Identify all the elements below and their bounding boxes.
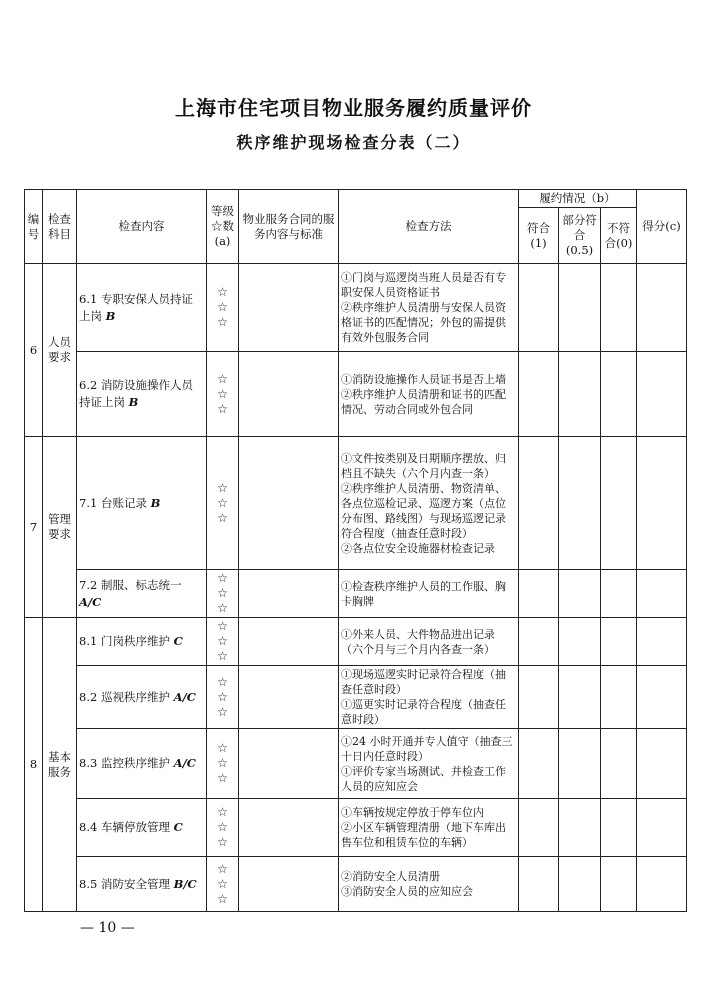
item-content-text: 8.4 车辆停放管理 [79, 820, 174, 834]
table-row [25, 666, 687, 729]
item-stars [207, 857, 239, 912]
item-contract-standard [239, 666, 339, 729]
comply-cell [519, 857, 559, 912]
item-stars [207, 618, 239, 666]
item-content [77, 618, 207, 666]
star-icon: ☆ [217, 820, 228, 834]
header-grade: 等级☆数(a) [207, 190, 239, 264]
star-icon: ☆ [217, 480, 228, 495]
item-grade: A/C [173, 689, 196, 704]
item-contract-standard [239, 857, 339, 912]
item-method [339, 264, 519, 352]
noncomply-cell [601, 264, 637, 352]
score-cell [637, 618, 687, 666]
noncomply-cell [601, 666, 637, 729]
item-stars [207, 264, 239, 352]
star-icon: ☆ [217, 586, 228, 600]
table-row [25, 857, 687, 912]
header-category: 检查科目 [43, 190, 77, 264]
header-contract: 物业服务合同的服务内容与标准 [239, 190, 339, 264]
group-no: 8 [25, 618, 43, 912]
noncomply-cell [601, 352, 637, 437]
item-content [77, 666, 207, 729]
noncomply-cell [601, 570, 637, 618]
method-line: ②各点位安全设施器材检查记录 [341, 541, 495, 555]
comply-cell [519, 352, 559, 437]
star-icon: ☆ [217, 571, 228, 585]
group-category: 人员要求 [43, 264, 77, 437]
item-contract-standard [239, 264, 339, 352]
star-icon: ☆ [217, 674, 228, 689]
item-grade: B [150, 495, 161, 510]
inspection-table [24, 189, 687, 912]
noncomply-cell [601, 437, 637, 570]
item-contract-standard [239, 618, 339, 666]
method-line: ①车辆按规定停放于停车位内 [341, 806, 484, 819]
item-grade: B/C [173, 876, 197, 891]
item-method [339, 729, 519, 799]
partial-cell [559, 264, 601, 352]
item-grade: C [173, 820, 183, 834]
star-icon: ☆ [217, 495, 228, 510]
item-content [77, 570, 207, 618]
item-method [339, 352, 519, 437]
item-content-text: 8.3 监控秩序维护 [79, 756, 174, 770]
item-grade: A/C [79, 594, 102, 609]
page-number: — 10 — [80, 920, 135, 936]
item-grade: B [105, 308, 116, 323]
item-content-text: 8.5 消防安全管理 [79, 876, 174, 891]
noncomply-cell [601, 799, 637, 857]
partial-cell [559, 618, 601, 666]
table-row [25, 352, 687, 437]
star-icon: ☆ [217, 876, 228, 891]
group-no: 7 [25, 437, 43, 618]
score-cell [637, 437, 687, 570]
item-content [77, 352, 207, 437]
score-cell [637, 666, 687, 729]
star-icon: ☆ [217, 891, 228, 906]
star-icon: ☆ [217, 285, 228, 299]
item-content-text: 7.2 制服、标志统一 [79, 577, 182, 592]
page-subtitle: 秩序维护现场检查分表（二） [236, 133, 471, 152]
partial-cell [559, 352, 601, 437]
score-cell [637, 264, 687, 352]
method-line: ①外来人员、大件物品进出记录（六个月与三个月内各查一条） [341, 627, 495, 656]
comply-cell [519, 729, 559, 799]
star-icon: ☆ [217, 401, 228, 416]
method-line: ②秩序维护人员清册和证书的匹配情况、劳动合同或外包合同 [341, 387, 506, 416]
item-content-text: 6.1 专职安保人员持证上岗 [79, 291, 193, 323]
noncomply-cell [601, 857, 637, 912]
item-grade: C [173, 634, 183, 648]
star-icon: ☆ [217, 371, 228, 386]
comply-cell [519, 437, 559, 570]
star-icon: ☆ [217, 704, 228, 719]
table-body [25, 264, 687, 912]
table-row [25, 264, 687, 352]
star-icon: ☆ [217, 386, 228, 401]
item-method [339, 437, 519, 570]
star-icon: ☆ [217, 510, 228, 525]
star-icon: ☆ [217, 601, 228, 615]
method-line: ①评价专家当场测试、并检查工作人员的应知应会 [341, 764, 506, 793]
header-content: 检查内容 [77, 190, 207, 264]
method-line: ①文件按类别及日期顺序摆放、归档且不缺失（六个月内查一条） [341, 451, 506, 480]
method-line: ②小区车辆管理清册（地下车库出售车位和租赁车位的车辆） [341, 821, 506, 849]
table-row [25, 729, 687, 799]
header-noncomply: 不符合(0) [601, 208, 637, 264]
method-line: ①门岗与巡逻岗当班人员是否有专职安保人员资格证书 [341, 271, 506, 299]
method-line: ①检查秩序维护人员的工作服、胸卡胸牌 [341, 579, 506, 608]
table-row [25, 799, 687, 857]
item-contract-standard [239, 799, 339, 857]
score-cell [637, 570, 687, 618]
item-content [77, 799, 207, 857]
comply-cell [519, 570, 559, 618]
noncomply-cell [601, 618, 637, 666]
noncomply-cell [601, 729, 637, 799]
method-line: ②秩序维护人员清册、物资清单、各点位巡检记录、巡逻方案（点位分布图、路线图）与现场巡逻记录符合程度（抽查任意时段） [341, 481, 506, 540]
table-header [25, 190, 687, 264]
item-stars [207, 437, 239, 570]
group-no: 6 [25, 264, 43, 437]
item-method [339, 857, 519, 912]
score-cell [637, 799, 687, 857]
method-line: ①巡更实时记录符合程度（抽查任意时段） [341, 698, 506, 726]
item-content [77, 857, 207, 912]
method-line: ①现场巡逻实时记录符合程度（抽查任意时段） [341, 668, 506, 696]
star-icon: ☆ [217, 835, 228, 849]
star-icon: ☆ [217, 619, 228, 633]
comply-cell [519, 618, 559, 666]
partial-cell [559, 857, 601, 912]
header-method: 检查方法 [339, 190, 519, 264]
item-contract-standard [239, 729, 339, 799]
group-category: 基本服务 [43, 618, 77, 912]
comply-cell [519, 264, 559, 352]
header-performance: 履约情况（b） [519, 190, 637, 208]
method-line: ②秩序维护人员清册与安保人员资格证书的匹配情况；外包的需提供有效外包服务合同 [341, 301, 506, 344]
item-contract-standard [239, 570, 339, 618]
star-icon: ☆ [217, 805, 228, 819]
item-contract-standard [239, 352, 339, 437]
item-content [77, 437, 207, 570]
item-grade: B [128, 395, 139, 409]
star-icon: ☆ [217, 634, 228, 648]
item-stars [207, 799, 239, 857]
header-no: 编号 [25, 190, 43, 264]
score-cell [637, 352, 687, 437]
partial-cell [559, 666, 601, 729]
item-method [339, 666, 519, 729]
table-row [25, 570, 687, 618]
item-stars [207, 352, 239, 437]
method-line: ①24 小时开通并专人值守（抽查三十日内任意时段） [341, 734, 513, 763]
header-score: 得分(c) [637, 190, 687, 264]
page-title: 上海市住宅项目物业服务履约质量评价 [175, 96, 532, 120]
partial-cell [559, 799, 601, 857]
item-stars [207, 666, 239, 729]
star-icon: ☆ [217, 689, 228, 704]
item-content-text: 7.1 台账记录 [79, 495, 151, 510]
item-method [339, 618, 519, 666]
item-method [339, 799, 519, 857]
score-cell [637, 857, 687, 912]
item-content [77, 264, 207, 352]
star-icon: ☆ [217, 861, 228, 876]
item-grade: A/C [173, 756, 196, 770]
header-comply: 符合(1) [519, 208, 559, 264]
partial-cell [559, 437, 601, 570]
item-method [339, 570, 519, 618]
comply-cell [519, 666, 559, 729]
table-row [25, 618, 687, 666]
item-stars [207, 570, 239, 618]
comply-cell [519, 799, 559, 857]
star-icon: ☆ [217, 771, 228, 785]
star-icon: ☆ [217, 741, 228, 755]
star-icon: ☆ [217, 300, 228, 314]
method-line: ①消防设施操作人员证书是否上墙 [341, 372, 506, 386]
star-icon: ☆ [217, 649, 228, 663]
partial-cell [559, 570, 601, 618]
partial-cell [559, 729, 601, 799]
item-stars [207, 729, 239, 799]
method-line: ③消防安全人员的应知应会 [341, 885, 473, 898]
item-content [77, 729, 207, 799]
table-row [25, 437, 687, 570]
item-content-text: 8.2 巡视秩序维护 [79, 689, 174, 704]
item-content-text: 6.2 消防设施操作人员持证上岗 [79, 378, 193, 409]
method-line: ②消防安全人员清册 [341, 870, 440, 883]
item-contract-standard [239, 437, 339, 570]
group-category: 管理要求 [43, 437, 77, 618]
star-icon: ☆ [217, 756, 228, 770]
item-content-text: 8.1 门岗秩序维护 [79, 634, 174, 648]
header-partial: 部分符合(0.5) [559, 208, 601, 264]
star-icon: ☆ [217, 315, 228, 329]
score-cell [637, 729, 687, 799]
